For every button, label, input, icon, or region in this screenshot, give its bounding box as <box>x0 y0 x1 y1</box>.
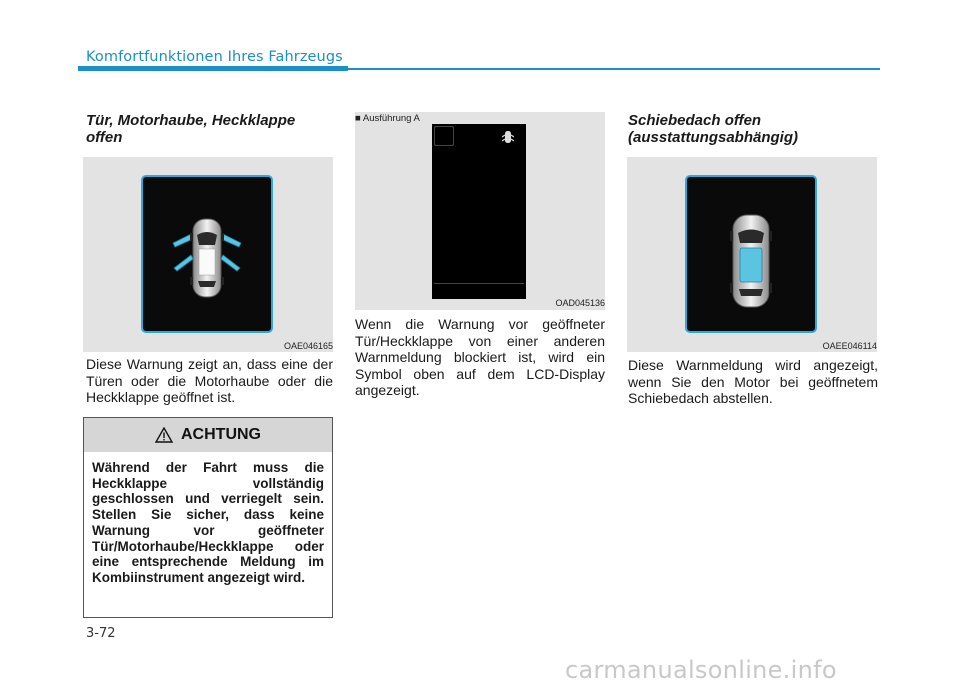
door-open-screen <box>141 175 273 333</box>
door-open-heading: Tür, Motorhaube, Heckklappe offen <box>86 112 296 146</box>
caution-text: Während der Fahrt muss die Heckklappe vollständig geschlossen und verriegelt sein. Stellen Sie sicher, dass keine Warnung vor geöffneter Tür/Motorhaube/Heckklappe oder eine entsprechende Meldung im Kombiinstrument angezeigt wird. <box>92 460 324 585</box>
figure-code-left: OAE046165 <box>283 341 333 351</box>
lcd-display <box>432 124 526 299</box>
watermark: carmanualsonline.info <box>565 656 837 684</box>
section-title: Komfortfunktionen Ihres Fahrzeugs <box>86 49 343 65</box>
caution-header <box>84 418 332 452</box>
header-rule-thick <box>78 66 348 71</box>
lcd-indicator-box <box>434 126 454 146</box>
sunroof-screen <box>685 175 817 333</box>
header-rule-thin <box>348 68 880 70</box>
sunroof-figure <box>627 157 877 352</box>
lcd-divider <box>434 283 524 284</box>
caution-box <box>83 417 333 618</box>
car-doors-open-icon <box>143 177 271 331</box>
sunroof-heading: Schiebedach offen (ausstattungsabhängig) <box>628 112 799 146</box>
variant-label: ■ Ausführung A <box>355 113 420 124</box>
door-open-figure <box>83 157 333 352</box>
caution-title: ACHTUNG <box>181 426 261 443</box>
figure-code-right: OAEE046114 <box>822 341 877 351</box>
warning-triangle-icon <box>155 427 173 443</box>
sunroof-body: Diese Warnmeldung wird angezeigt, wenn Sie den Motor bei geöffnetem Schiebedach abstellen. <box>628 357 878 406</box>
figure-code-middle: OAD045136 <box>555 298 605 308</box>
lcd-body: Wenn die Warnung vor geöffneter Tür/Heckklappe von einer anderen Warnmeldung blockiert ist, wird ein Symbol oben auf dem LCD-Display angezeigt. <box>355 316 605 398</box>
page-number: 3-72 <box>86 626 116 641</box>
door-open-symbol-icon <box>502 129 514 145</box>
door-open-body: Diese Warnung zeigt an, dass eine der Türen oder die Motorhaube oder die Heckklappe geöffnet ist. <box>86 356 333 405</box>
car-sunroof-open-icon <box>687 177 815 331</box>
